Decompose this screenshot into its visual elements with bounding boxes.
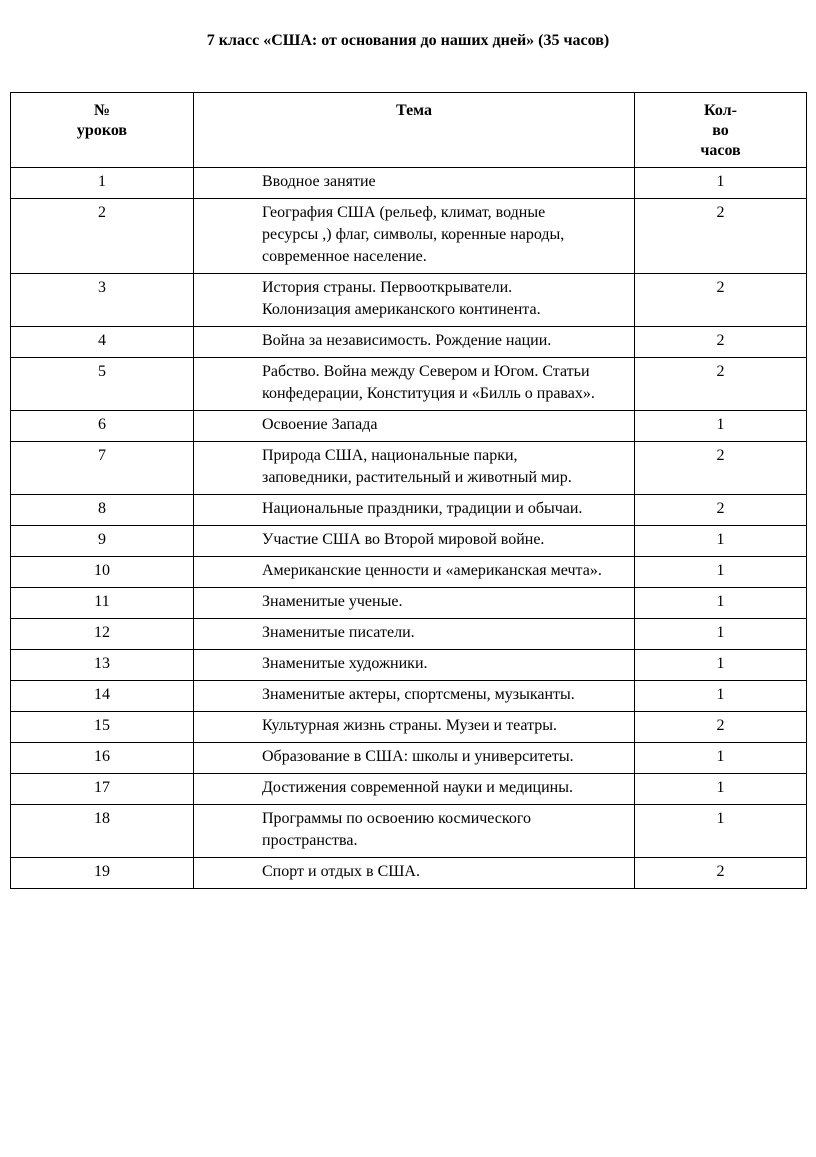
header-number-label: уроков [76, 122, 128, 139]
lesson-topic-text: Американские ценности и «американская мечта». [262, 562, 602, 579]
header-hours-line3: часов [700, 142, 741, 159]
lesson-topic [194, 805, 635, 858]
lesson-topic [194, 526, 635, 557]
lesson-hours: 2 [635, 712, 807, 743]
table-row [11, 712, 807, 743]
lesson-topic [194, 619, 635, 650]
lesson-topic [194, 712, 635, 743]
lesson-topic-text: Национальные праздники, традиции и обычаи. [262, 500, 583, 517]
lesson-topic [194, 743, 635, 774]
table-row [11, 442, 807, 495]
table-row [11, 681, 807, 712]
table-row [11, 327, 807, 358]
lesson-number: 19 [11, 858, 194, 889]
lesson-hours: 1 [635, 557, 807, 588]
lesson-hours: 1 [635, 526, 807, 557]
lesson-topic [194, 774, 635, 805]
lesson-hours: 2 [635, 199, 807, 274]
lesson-hours: 2 [635, 442, 807, 495]
lesson-topic [194, 858, 635, 889]
lesson-hours: 1 [635, 168, 807, 199]
lesson-hours: 2 [635, 495, 807, 526]
lesson-number: 15 [11, 712, 194, 743]
lesson-topic-text: Война за независимость. Рождение нации. [262, 332, 552, 349]
lesson-topic-text: Достижения современной науки и медицины. [262, 779, 573, 796]
lesson-topic [194, 442, 635, 495]
lesson-number: 16 [11, 743, 194, 774]
lesson-topic-text: Знаменитые ученые. [262, 593, 403, 610]
table-row [11, 411, 807, 442]
lesson-number: 11 [11, 588, 194, 619]
table-row [11, 588, 807, 619]
table-row [11, 805, 807, 858]
lesson-topic-text: Спорт и отдых в США. [262, 863, 420, 880]
table-row [11, 168, 807, 199]
lesson-hours: 1 [635, 411, 807, 442]
table-row [11, 743, 807, 774]
lesson-topic-text: Природа США, национальные парки, заповедники, растительный и животный мир. [262, 447, 572, 486]
lesson-hours: 1 [635, 650, 807, 681]
table-row [11, 619, 807, 650]
lesson-number: 8 [11, 495, 194, 526]
table-row [11, 274, 807, 327]
lesson-topic-text: Образование в США: школы и университеты. [262, 748, 574, 765]
lesson-topic-text: Знаменитые писатели. [262, 624, 415, 641]
table-row [11, 774, 807, 805]
table-row [11, 650, 807, 681]
lesson-hours: 2 [635, 358, 807, 411]
lesson-number: 10 [11, 557, 194, 588]
lesson-number: 13 [11, 650, 194, 681]
lesson-topic [194, 650, 635, 681]
table-row [11, 495, 807, 526]
lesson-hours: 1 [635, 743, 807, 774]
lesson-topic-text: Вводное занятие [262, 173, 376, 190]
table-row [11, 557, 807, 588]
table-row [11, 358, 807, 411]
lesson-number: 14 [11, 681, 194, 712]
lesson-number: 2 [11, 199, 194, 274]
lesson-hours: 2 [635, 274, 807, 327]
lesson-number: 12 [11, 619, 194, 650]
lesson-plan-table [10, 92, 807, 889]
lesson-topic [194, 557, 635, 588]
lesson-topic [194, 588, 635, 619]
lesson-number: 18 [11, 805, 194, 858]
lesson-topic-text: Культурная жизнь страны. Музеи и театры. [262, 717, 558, 734]
header-hours-line1: Кол- [704, 102, 737, 119]
header-number-symbol: № [93, 102, 111, 119]
document-title: 7 класс «США: от основания до наших дней» (35 часов) [206, 32, 610, 49]
lesson-hours: 1 [635, 805, 807, 858]
header-lesson-number [11, 93, 194, 168]
lesson-hours: 1 [635, 619, 807, 650]
header-topic-label: Тема [396, 102, 432, 119]
lesson-hours: 1 [635, 681, 807, 712]
lesson-topic [194, 327, 635, 358]
lesson-topic-text: География США (рельеф, климат, водные ресурсы ,) флаг, символы, коренные народы, современное население. [262, 204, 565, 265]
table-row [11, 199, 807, 274]
lesson-topic-text: История страны. Первооткрыватели. Колонизация американского континента. [262, 279, 541, 318]
lesson-hours: 2 [635, 327, 807, 358]
lesson-number: 5 [11, 358, 194, 411]
header-hours-line2: во [712, 122, 729, 139]
lesson-topic-text: Рабство. Война между Севером и Югом. Статьи конфедерации, Конституция и «Билль о правах». [262, 363, 595, 402]
lesson-topic [194, 358, 635, 411]
lesson-topic [194, 495, 635, 526]
lesson-number: 17 [11, 774, 194, 805]
lesson-topic [194, 681, 635, 712]
lesson-number: 7 [11, 442, 194, 495]
lesson-number: 1 [11, 168, 194, 199]
lesson-topic [194, 199, 635, 274]
lesson-topic-text: Программы по освоению космического пространства. [262, 810, 532, 849]
lesson-hours: 1 [635, 774, 807, 805]
lesson-number: 4 [11, 327, 194, 358]
lesson-number: 3 [11, 274, 194, 327]
lesson-number: 9 [11, 526, 194, 557]
lesson-hours: 2 [635, 858, 807, 889]
header-hours [635, 93, 807, 168]
table-header-row [11, 93, 807, 168]
lesson-topic-text: Участие США во Второй мировой войне. [262, 531, 545, 548]
header-topic [194, 93, 635, 168]
lesson-number: 6 [11, 411, 194, 442]
lesson-hours: 1 [635, 588, 807, 619]
lesson-topic-text: Освоение Запада [262, 416, 378, 433]
table-row [11, 858, 807, 889]
lesson-topic-text: Знаменитые актеры, спортсмены, музыканты. [262, 686, 575, 703]
lesson-topic-text: Знаменитые художники. [262, 655, 428, 672]
table-row [11, 526, 807, 557]
lesson-topic [194, 411, 635, 442]
lesson-topic [194, 274, 635, 327]
lesson-topic [194, 168, 635, 199]
